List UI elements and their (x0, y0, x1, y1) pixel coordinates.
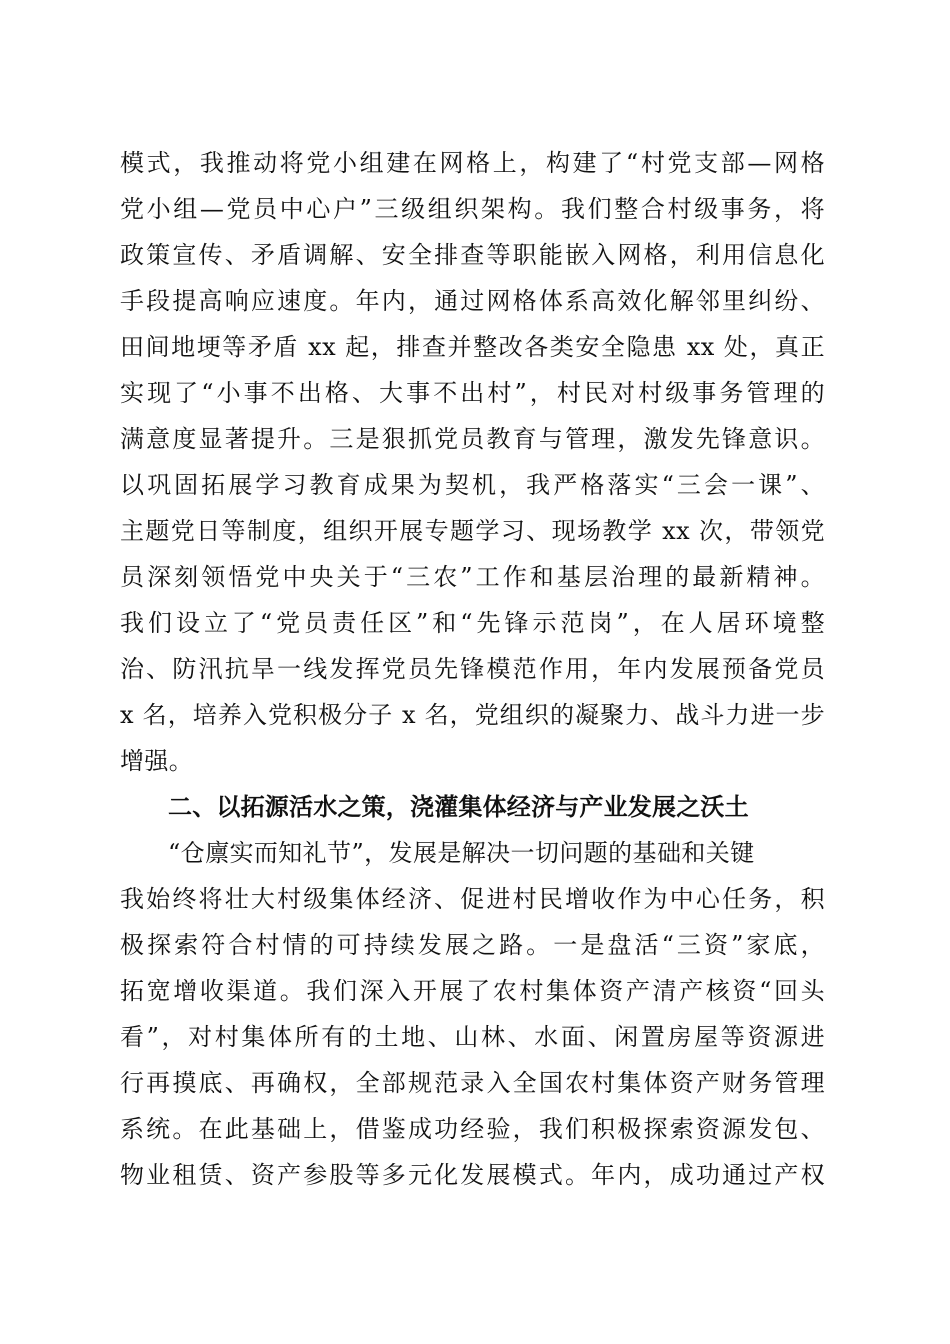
paragraph-line: 模式，我推动将党小组建在网格上，构建了“村党支部—网格 (120, 149, 825, 177)
paragraph-line: 党小组—党员中心户”三级组织架构。我们整合村级事务，将 (120, 195, 825, 223)
paragraph-line: 主题党日等制度，组织开展专题学习、现场教学 xx 次，带领党 (120, 517, 825, 545)
paragraph-line: x 名，培养入党积极分子 x 名，党组织的凝聚力、战斗力进一步 (120, 701, 825, 729)
paragraph-line: 我们设立了“党员责任区”和“先锋示范岗”，在人居环境整 (120, 609, 825, 637)
paragraph-line: 极探索符合村情的可持续发展之路。一是盘活“三资”家底， (120, 931, 825, 959)
paragraph-line: 以巩固拓展学习教育成果为契机，我严格落实“三会一课”、 (120, 471, 825, 499)
paragraph-line: 手段提高响应速度。年内，通过网格体系高效化解邻里纠纷、 (120, 287, 825, 315)
paragraph-line: 物业租赁、资产参股等多元化发展模式。年内，成功通过产权 (120, 1161, 825, 1189)
paragraph-line: 实现了“小事不出格、大事不出村”，村民对村级事务管理的 (120, 379, 825, 407)
paragraph-line: 拓宽增收渠道。我们深入开展了农村集体资产清产核资“回头 (120, 977, 825, 1005)
section-heading: 二、以拓源活水之策，浇灌集体经济与产业发展之沃土 (168, 793, 749, 821)
paragraph-line: 治、防汛抗旱一线发挥党员先锋模范作用，年内发展预备党员 (120, 655, 825, 683)
paragraph-line: 系统。在此基础上，借鉴成功经验，我们积极探索资源发包、 (120, 1115, 825, 1143)
paragraph-first-line: “仓廪实而知礼节”，发展是解决一切问题的基础和关键 (168, 839, 755, 867)
paragraph-line: 行再摸底、再确权，全部规范录入全国农村集体资产财务管理 (120, 1069, 825, 1097)
paragraph-line: 政策宣传、矛盾调解、安全排查等职能嵌入网格，利用信息化 (120, 241, 825, 269)
paragraph-line: 增强。 (120, 747, 194, 775)
paragraph-line: 员深刻领悟党中央关于“三农”工作和基层治理的最新精神。 (120, 563, 825, 591)
document-body (120, 140, 825, 1198)
paragraph-line: 满意度显著提升。三是狠抓党员教育与管理，激发先锋意识。 (120, 425, 825, 453)
paragraph-line: 田间地埂等矛盾 xx 起，排查并整改各类安全隐患 xx 处，真正 (120, 333, 825, 361)
paragraph-line: 看”，对村集体所有的土地、山林、水面、闲置房屋等资源进 (120, 1023, 825, 1051)
paragraph-line: 我始终将壮大村级集体经济、促进村民增收作为中心任务，积 (120, 885, 825, 913)
